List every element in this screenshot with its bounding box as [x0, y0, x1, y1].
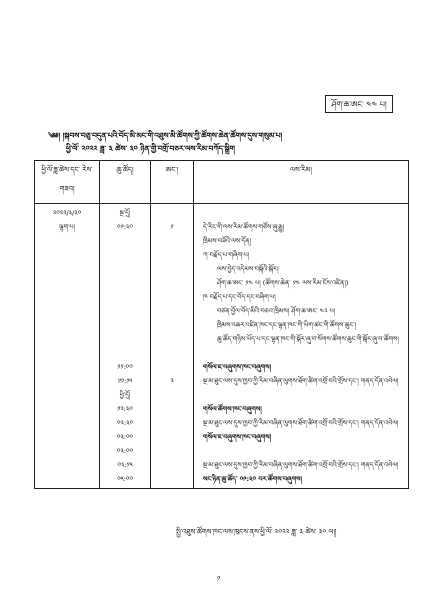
time-entry: ༡༢:༣༠ — [117, 405, 133, 413]
time-entry: ཕྱི་དྲོ། — [119, 391, 131, 399]
agenda-header-row — [35, 161, 409, 204]
agenda-item-line: ཁྲིམས་འཆར་འཛིན་ཁང་དང་ལྷན་ཁང་གི་ཡིག་ཚང་གི་ཚོགས་ཆུང་། — [217, 321, 356, 329]
item-number — [154, 248, 190, 262]
weekday-value: ལྷག་པ། — [58, 223, 75, 231]
page-reference-box — [325, 95, 393, 113]
time-entry — [103, 332, 147, 346]
time-cell — [100, 204, 151, 489]
time-entry — [103, 290, 147, 304]
item-number — [154, 430, 190, 444]
agenda-item-line: ཁྲིམས་བཟོའི་ལས་དོན། — [203, 237, 252, 245]
items-cell — [194, 204, 409, 489]
document-title: ༄༅། །སྐབས་བཅུ་བདུན་པའི་བོད་མི་མང་གི་འཐུས་མི་ཚོགས་ཀྱི་ཚོགས་ཆེན་ཚོགས་དུས་གསུམ་པ། — [48, 131, 283, 140]
agenda-item-line: སང་ཉིན་ཆུ་ཚོད་ ༠༩:༣༠ བར་ཚོགས་བཞུགས། — [203, 475, 302, 483]
item-number — [154, 472, 190, 486]
agenda-item-line: སྔ་མ་ཐུང་ལས་དུས་ཁྱབ་ཀྱི་རིམ་བཞིན་ལུགས་ཐོག་ཚིག་འགྲོ་བའི་གྲོས་དང་། གནད་དོན་འབེལ། — [203, 377, 399, 385]
time-entry: ༠༣:༠༠ — [116, 433, 134, 441]
time-entry: སྔ་དྲོ། — [119, 209, 131, 217]
agenda-item-line: ཀ བརྗོད་པ་གཞིག་པ། — [203, 251, 250, 259]
time-entry: ༠༣:༠༠ — [116, 447, 134, 455]
item-number — [154, 444, 190, 458]
item-number — [154, 304, 190, 318]
agenda-item-line — [197, 206, 405, 220]
number-cell — [151, 204, 194, 489]
item-number — [154, 262, 190, 276]
time-entry — [103, 248, 147, 262]
date-value: ༢༠༢༢/༣/༣༠ — [52, 209, 82, 217]
header-number: ཨང་། — [151, 161, 194, 204]
time-entry — [103, 346, 147, 360]
item-number — [154, 234, 190, 248]
time-entry — [103, 276, 147, 290]
agenda-item-line: དེ་རིང་གི་ལས་རིམ་ཚོགས་གཙོས་ཞུ་རྒྱུ། — [203, 223, 285, 231]
time-entry — [103, 318, 147, 332]
item-number — [154, 346, 190, 360]
agenda-table — [34, 160, 409, 489]
folio-number: ༡ — [216, 575, 221, 583]
item-number — [154, 416, 190, 430]
item-number — [154, 388, 190, 402]
item-number — [154, 402, 190, 416]
agenda-item-line — [197, 444, 405, 458]
item-number — [154, 360, 190, 374]
agenda-item-line: གསོལ་ཇ་བཞུགས་ཁང་བཞུགས། — [203, 363, 272, 371]
item-number: ༢ — [170, 377, 174, 385]
header-items: ལས་རིམ། — [194, 161, 409, 204]
page-reference-text: ཤོག་ཆ་ཨང་ ༤༤ པ། — [331, 100, 387, 109]
agenda-item-line: བཙན་བྱོལ་བོད་མིའི་བཅའ་ཁྲིམས། ཤོག་ཆ་ཨང་ ༤༢ པ། — [217, 307, 336, 315]
agenda-item-line: སྔ་མ་ཐུང་ལས་དུས་ཁྱབ་ཀྱི་རིམ་བཞིན་ལུགས་ཐོག་ཚིག་འགྲོ་བའི་གྲོས་དང་། གནད་དོན་འབེལ། — [203, 419, 399, 427]
date-cell — [35, 204, 100, 489]
header-date: ཕྱི་ལོ་ཟླ་ཚེས་དང་ རེས་གཟའ། — [35, 161, 100, 204]
item-number — [154, 206, 190, 220]
document-subtitle: ཕྱི་ལོ་ ༢༠༢༢ ཟླ་ ༣ ཚེས་ ༣༠ ཉིན་གྱི་བགྲོ་བཅར་ལས་རིམ་བཀོད་སྒྲིག — [66, 144, 235, 153]
item-number — [154, 276, 190, 290]
time-entry: ༡༡:༠༠ — [117, 363, 133, 371]
item-number — [154, 318, 190, 332]
agenda-body-row — [35, 204, 409, 489]
agenda-item-line: གསོལ་ཚོགས་ཁང་བཞུགས། — [203, 405, 262, 413]
time-entry — [103, 262, 147, 276]
agenda-item-line: སྔ་མ་ཐུང་ལས་དུས་ཁྱབ་ཀྱི་རིམ་བཞིན་ལུགས་ཐོག་ཚིག་འགྲོ་བའི་གྲོས་དང་། གནད་དོན་འབེལ། — [203, 461, 399, 469]
item-number: ༡ — [170, 223, 174, 231]
time-entry — [103, 234, 147, 248]
time-entry: ༠༢:༣༠ — [116, 419, 134, 427]
agenda-item-line: ཁ བརྗོད་པ་དང་བོད་དང་བཞིག་པ། — [203, 293, 276, 301]
header-time: ཆུ་ཚོད། — [100, 161, 151, 204]
time-entry: ༠༣:༡༥ — [117, 461, 133, 469]
agenda-item-line: ཤོག་ཆ་ཨང་ ༡༤ པ། (ཚོགས་ཆེན་ ༡༤ ལས་རིམ་ངོས་འཛིན།) — [217, 279, 349, 287]
agenda-item-line — [197, 388, 405, 402]
footer-note: སྤྱི་འཐུས་ཚོགས་ཁང་ལས་ཁུངས་ནས་ཕྱི་ལོ་ ༢༠༢༢ ཟླ་ ༣ ཚེས་ ༣༠ ལ།། — [176, 528, 337, 536]
agenda-item-line: ལས་བྱེད་འདེམས་བསྐོའི་སྐོར། — [217, 265, 279, 273]
item-number — [154, 458, 190, 472]
item-number — [154, 332, 190, 346]
agenda-item-line: ཆུ་ཚོད་གཉིས་ཡོད་པ་དང་ལྷན་ཁང་གི་སྐོར་ཞུ་བ་སོགས་ཚོགས་ཆུང་གི་སྐོར་ཞུ་བ་ཚོགས། — [217, 335, 399, 343]
agenda-item-line — [197, 346, 405, 360]
item-number — [154, 290, 190, 304]
time-entry: ༡༡:༡༥ — [117, 377, 133, 385]
time-entry: ༠༥:༠༠ — [117, 475, 133, 483]
time-entry: ༠༩:༣༠ — [117, 223, 133, 231]
agenda-item-line: གསོལ་ཇ་བཞུགས་ཁང་བཞུགས། — [203, 433, 272, 441]
time-entry — [103, 304, 147, 318]
